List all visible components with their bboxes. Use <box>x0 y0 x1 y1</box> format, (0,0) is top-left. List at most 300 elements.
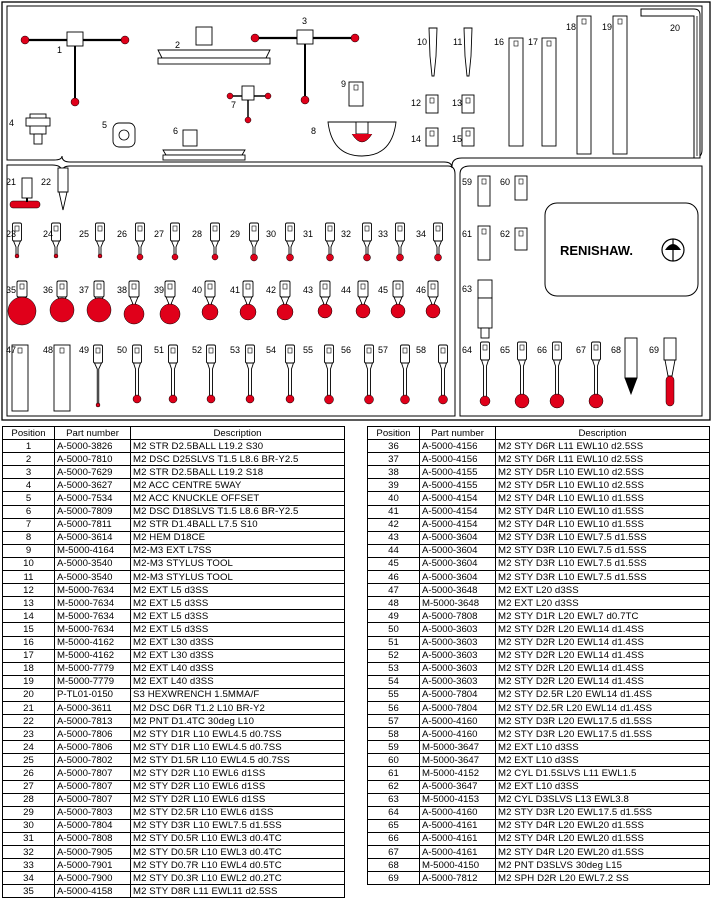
description-cell: M2 ACC CENTRE 5WAY <box>131 479 345 492</box>
position-cell: 4 <box>3 479 55 492</box>
table-row <box>368 505 710 518</box>
position-cell: 59 <box>368 741 420 754</box>
extension-16 <box>509 38 523 146</box>
stylus-kit-diagram <box>0 0 713 422</box>
table-row <box>3 741 345 754</box>
table-row <box>368 662 710 675</box>
position-cell: 11 <box>3 571 55 584</box>
position-cell: 3 <box>3 466 55 479</box>
position-cell: 26 <box>3 767 55 780</box>
table-row <box>3 780 345 793</box>
diagram-label: 39 <box>154 285 165 295</box>
diagram-label: 55 <box>303 345 314 355</box>
part-number-cell: M-5000-3647 <box>420 741 496 754</box>
part-number-cell: M-5000-4164 <box>55 544 131 557</box>
diagram-label: 42 <box>266 285 277 295</box>
position-cell: 47 <box>368 584 420 597</box>
diagram-label: 15 <box>452 134 463 144</box>
diagram-label: 23 <box>6 229 17 239</box>
description-cell: M2 EXT L5 d3SS <box>131 610 345 623</box>
part-number-cell: A-5000-7804 <box>55 819 131 832</box>
position-cell: 57 <box>368 715 420 728</box>
header-position: Position <box>3 427 55 440</box>
table-row <box>368 466 710 479</box>
part-number-cell: M-5000-4162 <box>55 636 131 649</box>
table-row <box>368 649 710 662</box>
description-cell: M2 STY D3R L20 EWL17.5 d1.5SS <box>496 728 710 741</box>
description-cell: M2 STY D5R L10 EWL10 d2.5SS <box>496 479 710 492</box>
part-number-cell: A-5000-3540 <box>55 571 131 584</box>
part-number-cell: M-5000-7634 <box>55 597 131 610</box>
table-row <box>3 872 345 885</box>
position-cell: 52 <box>368 649 420 662</box>
description-cell: M2 PNT D3SLVS 30deg L15 <box>496 859 710 872</box>
table-row <box>368 453 710 466</box>
diagram-label: 26 <box>117 229 128 239</box>
extension-18 <box>577 16 591 154</box>
table-row <box>3 728 345 741</box>
table-row <box>368 832 710 845</box>
part-number-cell: A-5000-7807 <box>55 793 131 806</box>
description-cell: M2 DSC D6R T1.2 L10 BR-Y2 <box>131 701 345 714</box>
description-cell: M2 EXT L20 d3SS <box>496 584 710 597</box>
position-cell: 33 <box>3 859 55 872</box>
table-row <box>3 832 345 845</box>
part-number-cell: M-5000-4162 <box>55 649 131 662</box>
table-row <box>368 492 710 505</box>
description-cell: M2 STY D2.5R L20 EWL14 d1.4SS <box>496 688 710 701</box>
description-cell: M2 STY D6R L11 EWL10 d2.5SS <box>496 453 710 466</box>
description-cell: M2 EXT L20 d3SS <box>496 597 710 610</box>
position-cell: 50 <box>368 623 420 636</box>
part-number-cell: A-5000-3604 <box>420 557 496 570</box>
description-cell: M2 STY D1.5R L10 EWL4.5 d0.7SS <box>131 754 345 767</box>
part-number-cell: A-5000-4155 <box>420 479 496 492</box>
part-number-cell: A-5000-7806 <box>55 728 131 741</box>
description-cell: M2 DSC D18SLVS T1.5 L8.6 BR-Y2.5 <box>131 505 345 518</box>
extension-19 <box>613 16 627 154</box>
description-cell: M2 STY D4R L20 EWL20 d1.5SS <box>496 819 710 832</box>
part-number-cell: A-5000-7900 <box>55 872 131 885</box>
part-number-cell: A-5000-4155 <box>420 466 496 479</box>
diagram-label: 35 <box>6 285 17 295</box>
table-row <box>368 584 710 597</box>
diagram-label: 63 <box>462 284 473 294</box>
diagram-label: 1 <box>57 45 63 55</box>
part-number-cell: A-5000-4154 <box>420 518 496 531</box>
diagram-label: 49 <box>79 345 90 355</box>
diagram-label: 40 <box>192 285 203 295</box>
table-row <box>368 440 710 453</box>
description-cell: M2-M3 STYLUS TOOL <box>131 571 345 584</box>
table-row <box>3 819 345 832</box>
extension-59 <box>478 176 490 206</box>
position-cell: 65 <box>368 819 420 832</box>
description-cell: M2 EXT L5 d3SS <box>131 584 345 597</box>
description-cell: M2 STY D2R L10 EWL6 d1SS <box>131 767 345 780</box>
diagram-label: 4 <box>9 118 15 128</box>
diagram-label: 41 <box>230 285 241 295</box>
position-cell: 64 <box>368 806 420 819</box>
table-row <box>368 623 710 636</box>
description-cell: M2 STR D1.4BALL L7.5 S10 <box>131 518 345 531</box>
table-row <box>3 859 345 872</box>
extension-17 <box>542 38 556 146</box>
extension-9 <box>349 82 363 106</box>
table-row <box>368 701 710 714</box>
table-row <box>3 466 345 479</box>
diagram-label: 51 <box>154 345 165 355</box>
table-row <box>3 806 345 819</box>
table-row <box>3 701 345 714</box>
diagram-label: 20 <box>670 23 681 33</box>
table-row <box>368 636 710 649</box>
position-cell: 38 <box>368 466 420 479</box>
description-cell: M2 STY D3R L10 EWL7.5 d1.5SS <box>496 571 710 584</box>
part-number-cell: P-TL01-0150 <box>55 688 131 701</box>
extension-13 <box>462 95 474 113</box>
diagram-label: 31 <box>303 229 314 239</box>
description-cell: M2-M3 STYLUS TOOL <box>131 557 345 570</box>
table-row <box>3 754 345 767</box>
header-position: Position <box>368 427 420 440</box>
description-cell: M2 STY D3R L10 EWL7.5 d1.5SS <box>496 544 710 557</box>
parts-table-right <box>367 426 710 885</box>
description-cell: M2 STY D0.3R L10 EWL2 d0.2TC <box>131 872 345 885</box>
table-header-row <box>368 427 710 440</box>
diagram-label: 3 <box>302 16 308 26</box>
part-number-cell: A-5000-3603 <box>420 649 496 662</box>
position-cell: 45 <box>368 557 420 570</box>
part-number-cell: A-5000-4161 <box>420 832 496 845</box>
description-cell: M2 CYL D3SLVS L13 EWL3.8 <box>496 793 710 806</box>
part-number-cell: M-5000-7779 <box>55 662 131 675</box>
diagram-label: 38 <box>117 285 128 295</box>
position-cell: 49 <box>368 610 420 623</box>
table-row <box>3 479 345 492</box>
position-cell: 30 <box>3 819 55 832</box>
description-cell: M2 STY D4R L20 EWL20 d1.5SS <box>496 832 710 845</box>
description-cell: M2 STY D5R L10 EWL10 d2.5SS <box>496 466 710 479</box>
position-cell: 56 <box>368 701 420 714</box>
description-cell: M2 STY D2R L10 EWL6 d1SS <box>131 780 345 793</box>
diagram-label: 52 <box>192 345 203 355</box>
diagram-label: 56 <box>341 345 352 355</box>
position-cell: 1 <box>3 440 55 453</box>
part-number-cell: M-5000-7779 <box>55 675 131 688</box>
diagram-label: 34 <box>416 229 427 239</box>
position-cell: 41 <box>368 505 420 518</box>
description-cell: S3 HEXWRENCH 1.5MMA/F <box>131 688 345 701</box>
position-cell: 58 <box>368 728 420 741</box>
part-number-cell: A-5000-3614 <box>55 531 131 544</box>
table-row <box>3 636 345 649</box>
table-row <box>3 505 345 518</box>
position-cell: 7 <box>3 518 55 531</box>
description-cell: M2 STR D2.5BALL L19.2 S18 <box>131 466 345 479</box>
part-number-cell: M-5000-7634 <box>55 584 131 597</box>
extension-60 <box>515 176 527 200</box>
diagram-label: 60 <box>500 177 511 187</box>
position-cell: 31 <box>3 832 55 845</box>
part-number-cell: A-5000-3603 <box>420 623 496 636</box>
table-row <box>368 715 710 728</box>
position-cell: 39 <box>368 479 420 492</box>
diagram-label: 27 <box>154 229 165 239</box>
table-row <box>3 492 345 505</box>
description-cell: M2 STY D3R L20 EWL17.5 d1.5SS <box>496 715 710 728</box>
diagram-label: 61 <box>462 229 473 239</box>
position-cell: 18 <box>3 662 55 675</box>
part-number-cell: A-5000-4161 <box>420 819 496 832</box>
table-row <box>3 649 345 662</box>
table-row <box>368 819 710 832</box>
part-number-cell: A-5000-7901 <box>55 859 131 872</box>
description-cell: M2 STY D2R L10 EWL6 d1SS <box>131 793 345 806</box>
table-row <box>368 728 710 741</box>
header-part-number: Part number <box>420 427 496 440</box>
description-cell: M2 ACC KNUCKLE OFFSET <box>131 492 345 505</box>
description-cell: M2 STY D6R L11 EWL10 d2.5SS <box>496 440 710 453</box>
diagram-label: 62 <box>500 229 511 239</box>
part-number-cell: A-5000-4160 <box>420 728 496 741</box>
diagram-label: 19 <box>602 22 613 32</box>
description-cell: M2 STY D4R L10 EWL10 d1.5SS <box>496 505 710 518</box>
description-cell: M2 STY D4R L10 EWL10 d1.5SS <box>496 492 710 505</box>
part-number-cell: A-5000-3627 <box>55 479 131 492</box>
diagram-label: 37 <box>79 285 90 295</box>
diagram-label: 47 <box>6 345 17 355</box>
position-cell: 44 <box>368 544 420 557</box>
description-cell: M2 HEM D18CE <box>131 531 345 544</box>
description-cell: M2 STY D3R L20 EWL17.5 d1.5SS <box>496 806 710 819</box>
part-number-cell: A-5000-4156 <box>420 440 496 453</box>
part-number-cell: A-5000-7813 <box>55 715 131 728</box>
table-row <box>368 767 710 780</box>
part-number-cell: A-5000-7810 <box>55 453 131 466</box>
part-number-cell: A-5000-7807 <box>55 780 131 793</box>
description-cell: M2 STY D3R L10 EWL7.5 d1.5SS <box>496 531 710 544</box>
knuckle-5 <box>113 123 135 147</box>
table-row <box>368 780 710 793</box>
part-number-cell: M-5000-7634 <box>55 623 131 636</box>
table-row <box>368 544 710 557</box>
parts-table-left <box>2 426 345 898</box>
position-cell: 16 <box>3 636 55 649</box>
diagram-label: 18 <box>566 22 577 32</box>
part-number-cell: A-5000-7809 <box>55 505 131 518</box>
position-cell: 34 <box>3 872 55 885</box>
header-description: Description <box>131 427 345 440</box>
diagram-label: 46 <box>416 285 427 295</box>
extension-61 <box>478 226 490 260</box>
table-row <box>3 440 345 453</box>
part-number-cell: M-5000-3648 <box>420 597 496 610</box>
table-row <box>3 715 345 728</box>
description-cell: M2 STY D2R L20 EWL14 d1.4SS <box>496 623 710 636</box>
part-number-cell: A-5000-4154 <box>420 505 496 518</box>
diagram-label: 54 <box>266 345 277 355</box>
part-number-cell: A-5000-3603 <box>420 662 496 675</box>
part-number-cell: A-5000-7807 <box>55 767 131 780</box>
description-cell: M2 DSC D25SLVS T1.5 L8.6 BR-Y2.5 <box>131 453 345 466</box>
diagram-label: 9 <box>341 79 347 89</box>
description-cell: M2 EXT L30 d3SS <box>131 636 345 649</box>
part-number-cell: A-5000-7629 <box>55 466 131 479</box>
position-cell: 21 <box>3 701 55 714</box>
description-cell: M2 EXT L30 d3SS <box>131 649 345 662</box>
diagram-label: 5 <box>102 120 108 130</box>
position-cell: 54 <box>368 675 420 688</box>
description-cell: M2 STY D1R L10 EWL4.5 d0.7SS <box>131 728 345 741</box>
description-cell: M2 EXT L10 d3SS <box>496 754 710 767</box>
diagram-label: 32 <box>341 229 352 239</box>
part-number-cell: A-5000-3826 <box>55 440 131 453</box>
description-cell: M2 STY D1R L20 EWL7 d0.7TC <box>496 610 710 623</box>
position-cell: 62 <box>368 780 420 793</box>
diagram-label: 64 <box>462 345 473 355</box>
diagram-label: 6 <box>173 126 179 136</box>
table-row <box>3 623 345 636</box>
position-cell: 17 <box>3 649 55 662</box>
position-cell: 2 <box>3 453 55 466</box>
table-row <box>3 675 345 688</box>
diagram-label: 50 <box>117 345 128 355</box>
description-cell: M2-M3 EXT L7SS <box>131 544 345 557</box>
position-cell: 48 <box>368 597 420 610</box>
description-cell: M2 EXT L5 d3SS <box>131 623 345 636</box>
part-number-cell: A-5000-4158 <box>55 885 131 898</box>
diagram-label: 69 <box>649 345 660 355</box>
description-cell: M2 STR D2.5BALL L19.2 S30 <box>131 440 345 453</box>
position-cell: 46 <box>368 571 420 584</box>
description-cell: M2 STY D3R L10 EWL7.5 d1.5SS <box>496 557 710 570</box>
description-cell: M2 STY D1R L10 EWL4.5 d0.7SS <box>131 741 345 754</box>
header-description: Description <box>496 427 710 440</box>
position-cell: 6 <box>3 505 55 518</box>
position-cell: 36 <box>368 440 420 453</box>
part-number-cell: A-5000-4154 <box>420 492 496 505</box>
part-number-cell: A-5000-4160 <box>420 715 496 728</box>
position-cell: 43 <box>368 531 420 544</box>
table-row <box>368 754 710 767</box>
diagram-label: 45 <box>378 285 389 295</box>
extension-48 <box>54 345 70 411</box>
table-row <box>3 597 345 610</box>
svg-text:RENISHAW.: RENISHAW. <box>560 243 633 258</box>
part-number-cell: A-5000-7812 <box>420 872 496 885</box>
description-cell: M2 EXT L5 d3SS <box>131 597 345 610</box>
table-row <box>368 610 710 623</box>
diagram-label: 11 <box>453 37 463 47</box>
position-cell: 63 <box>368 793 420 806</box>
table-row <box>368 571 710 584</box>
position-cell: 55 <box>368 688 420 701</box>
part-number-cell: A-5000-7811 <box>55 518 131 531</box>
description-cell: M2 STY D0.5R L10 EWL3 d0.4TC <box>131 846 345 859</box>
diagram-label: 17 <box>528 37 539 47</box>
part-number-cell: A-5000-4156 <box>420 453 496 466</box>
position-cell: 40 <box>368 492 420 505</box>
position-cell: 35 <box>3 885 55 898</box>
position-cell: 13 <box>3 597 55 610</box>
description-cell: M2 STY D2R L20 EWL14 d1.4SS <box>496 662 710 675</box>
description-cell: M2 CYL D1.5SLVS L11 EWL1.5 <box>496 767 710 780</box>
diagram-label: 12 <box>411 98 422 108</box>
part-number-cell: A-5000-7905 <box>55 846 131 859</box>
description-cell: M2 STY D0.5R L10 EWL3 d0.4TC <box>131 832 345 845</box>
extension-62 <box>515 228 527 250</box>
diagram-label: 10 <box>417 37 428 47</box>
part-number-cell: A-5000-7534 <box>55 492 131 505</box>
part-number-cell: A-5000-4160 <box>420 806 496 819</box>
description-cell: M2 STY D2R L20 EWL14 d1.4SS <box>496 675 710 688</box>
position-cell: 67 <box>368 846 420 859</box>
position-cell: 9 <box>3 544 55 557</box>
description-cell: M2 EXT L40 d3SS <box>131 662 345 675</box>
part-number-cell: M-5000-4150 <box>420 859 496 872</box>
position-cell: 5 <box>3 492 55 505</box>
description-cell: M2 PNT D1.4TC 30deg L10 <box>131 715 345 728</box>
part-number-cell: A-5000-3604 <box>420 544 496 557</box>
part-number-cell: A-5000-7802 <box>55 754 131 767</box>
table-row <box>368 872 710 885</box>
renishaw-logo <box>545 203 698 296</box>
diagram-label: 2 <box>175 40 181 50</box>
header-part-number: Part number <box>55 427 131 440</box>
position-cell: 20 <box>3 688 55 701</box>
position-cell: 69 <box>368 872 420 885</box>
table-row <box>368 688 710 701</box>
diagram-label: 8 <box>311 126 317 136</box>
part-number-cell: A-5000-3647 <box>420 780 496 793</box>
position-cell: 68 <box>368 859 420 872</box>
position-cell: 66 <box>368 832 420 845</box>
table-row <box>3 544 345 557</box>
position-cell: 14 <box>3 610 55 623</box>
diagram-label: 33 <box>378 229 389 239</box>
position-cell: 25 <box>3 754 55 767</box>
table-row <box>3 571 345 584</box>
extension-12 <box>426 95 438 113</box>
table-row <box>368 741 710 754</box>
part-number-cell: M-5000-4153 <box>420 793 496 806</box>
table-row <box>3 846 345 859</box>
description-cell: M2 STY D2R L20 EWL14 d1.4SS <box>496 636 710 649</box>
description-cell: M2 EXT L10 d3SS <box>496 780 710 793</box>
diagram-label: 48 <box>43 345 54 355</box>
position-cell: 8 <box>3 531 55 544</box>
table-row <box>368 859 710 872</box>
part-number-cell: A-5000-3603 <box>420 636 496 649</box>
position-cell: 24 <box>3 741 55 754</box>
table-row <box>3 584 345 597</box>
description-cell: M2 STY D2.5R L20 EWL14 d1.4SS <box>496 701 710 714</box>
extension-14 <box>426 128 438 146</box>
table-row <box>368 675 710 688</box>
diagram-label: 65 <box>500 345 511 355</box>
part-number-cell: A-5000-7804 <box>420 688 496 701</box>
diagram-label: 58 <box>416 345 427 355</box>
diagram-label: 7 <box>231 100 237 110</box>
table-row <box>3 531 345 544</box>
part-number-cell: M-5000-3647 <box>420 754 496 767</box>
position-cell: 29 <box>3 806 55 819</box>
description-cell: M2 STY D8R L11 EWL11 d2.5SS <box>131 885 345 898</box>
diagram-label: 57 <box>378 345 389 355</box>
diagram-label: 53 <box>230 345 241 355</box>
position-cell: 53 <box>368 662 420 675</box>
